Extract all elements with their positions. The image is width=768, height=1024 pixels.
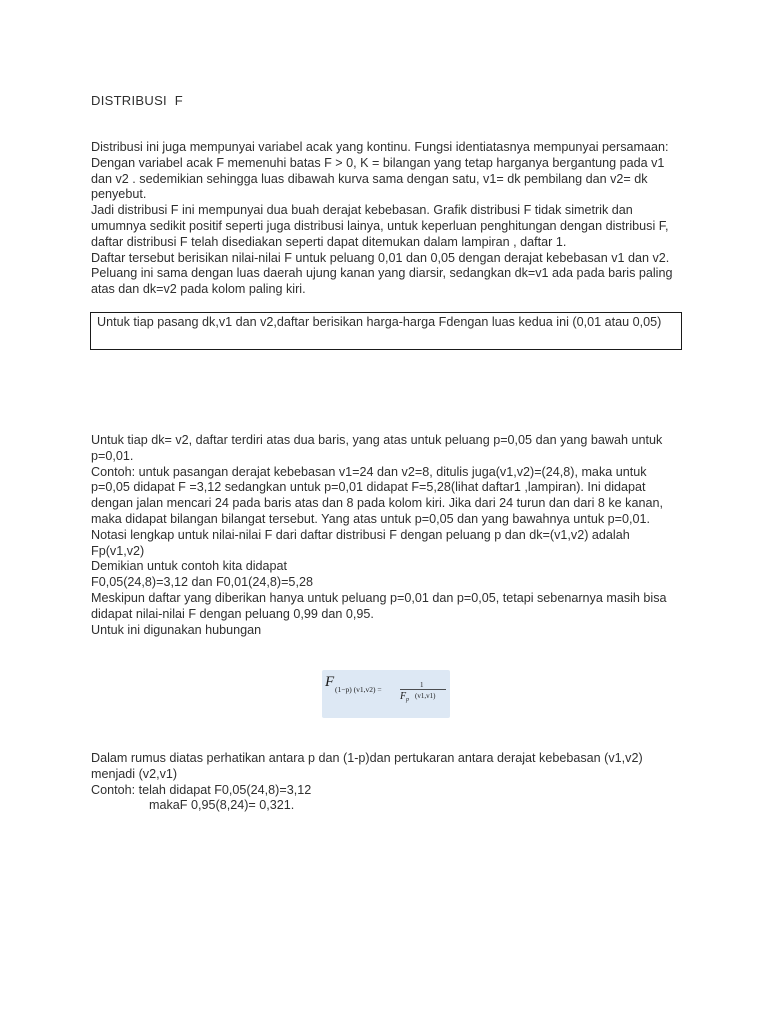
body-line: Contoh: untuk pasangan derajat kebebasan v1=24 dan v2=8, ditulis juga(v1,v2)=(24,8), maka untuk p=0,05 didapat F =3,12 sedangkan untuk p=0,01 didapat F=5,28(lihat daftar1 ,lampiran). Ini didapat dengan jalan mencari 24 pada baris atas dan 8 pada kolom kiri. Jika dari 24 turun dan dari 8 ke kanan, maka didapat bilangan bilangat tersebut. Yang atas untuk p=0,05 dan yang bawahnya untuk p=0,01. <box>91 464 667 526</box>
body-line: Demikian untuk contoh kita didapat <box>91 559 288 574</box>
closing-paragraphs <box>91 751 681 814</box>
formula-den-symbol: F <box>400 691 407 702</box>
intro-line: Dengan variabel acak F memenuhi batas F > 0, K = bilangan yang tetap harganya bergantung pada v1 dan v2 . sedemikian sehingga luas dibawah kurva sama dengan satu, v1= dk pembilang dan v2= dk penyebut. <box>91 155 668 202</box>
body-paragraphs <box>91 433 681 638</box>
closing-line: makaF 0,95(8,24)= 0,321. <box>149 798 295 813</box>
body-line: Meskipun daftar yang diberikan hanya untuk peluang p=0,01 dan p=0,05, tetapi sebenarnya masih bisa didapat nilai-nilai F dengan peluang 0,99 dan 0,95. <box>91 590 671 621</box>
body-line: Untuk ini digunakan hubungan <box>91 622 262 637</box>
formula-lhs-symbol: F <box>325 674 335 690</box>
body-line: Notasi lengkap untuk nilai-nilai F dari daftar distribusi F dengan peluang p dan dk=(v1,v2) adalah Fp(v1,v2) <box>91 527 634 558</box>
note-box: Untuk tiap pasang dk,v1 dan v2,daftar berisikan harga-harga Fdengan luas kedua ini (0,01 atau 0,05) <box>90 312 682 350</box>
formula-image <box>322 670 450 718</box>
body-line: Untuk tiap dk= v2, daftar terdiri atas dua baris, yang atas untuk peluang p=0,05 dan yang bawah untuk p=0,01. <box>91 433 666 463</box>
intro-paragraphs <box>91 140 681 298</box>
formula-numerator: 1 <box>420 681 424 689</box>
formula-den-subscript: p <box>406 697 409 703</box>
body-line: F0,05(24,8)=3,12 dan F0,01(24,8)=5,28 <box>91 575 313 590</box>
intro-line: Distribusi ini juga mempunyai variabel acak yang kontinu. Fungsi identiatasnya mempunyai persamaan: <box>91 140 669 154</box>
closing-line: Contoh: telah didapat F0,05(24,8)=3,12 <box>91 782 312 797</box>
document-title: DISTRIBUSI F <box>91 93 184 108</box>
formula-den-args: (v1,v1) <box>415 692 436 700</box>
intro-line: Daftar tersebut berisikan nilai-nilai F untuk peluang 0,01 dan 0,05 dengan derajat kebebasan v1 dan v2. Peluang ini sama dengan luas daerah ujung kanan yang diarsir, sedangkan dk=v1 ada pada baris paling atas dan dk=v2 pada kolom paling kiri. <box>91 250 676 297</box>
closing-line: Dalam rumus diatas perhatikan antara p dan (1-p)dan pertukaran antara derajat kebebasan (v1,v2) menjadi (v2,v1) <box>91 751 647 781</box>
intro-line: Jadi distribusi F ini mempunyai dua buah derajat kebebasan. Grafik distribusi F tidak simetrik dan umumnya sedikit positif seperti juga distribusi lainya, untuk keperluan penghitungan dengan distribusi F, daftar distribusi F telah disediakan seperti dapat ditemukan dalam lampiran , daftar 1. <box>91 203 673 249</box>
formula-lhs-subscript: (1−p) (v1,v2) = <box>335 685 382 694</box>
formula-svg <box>322 670 450 718</box>
